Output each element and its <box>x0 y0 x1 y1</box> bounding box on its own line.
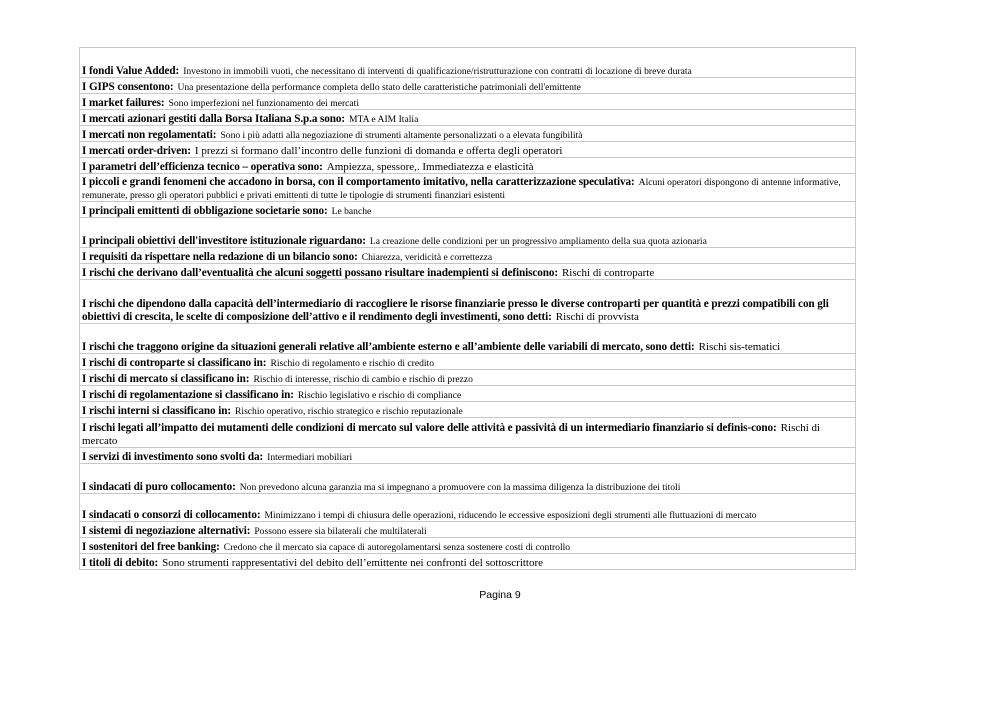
table-row <box>80 386 856 402</box>
table-row <box>80 158 856 174</box>
glossary-definition: Credono che il mercato sia capace di autoregolamentarsi senza sostenere costi di controllo <box>223 542 571 553</box>
glossary-term: I rischi legati all’impatto dei mutamenti delle condizioni di mercato sul valore delle attività e passività di un intermediario finanziario si definis-cono: <box>82 422 777 434</box>
glossary-definition: La creazione delle condizioni per un progressivo ampliamento della sua quota azionaria <box>369 236 707 247</box>
glossary-definition: Investono in immobili vuoti, che necessitano di interventi di qualificazione/ristrutturazione con contratti di locazione di breve durata <box>183 66 692 77</box>
glossary-term: I requisiti da rispettare nella redazione di un bilancio sono: <box>82 251 358 263</box>
table-row <box>80 142 856 158</box>
glossary-term: I rischi di regolamentazione si classificano in: <box>82 389 294 401</box>
table-cell <box>80 354 856 370</box>
glossary-definition: Rischi di provvista <box>555 311 639 323</box>
table-cell <box>80 538 856 554</box>
table-row <box>80 464 856 494</box>
table-cell <box>80 142 856 158</box>
glossary-definition: Una presentazione della performance completa dello stato delle caratteristiche patrimoniali dell'emittente <box>177 82 581 93</box>
glossary-term: I GIPS consentono: <box>82 81 174 93</box>
table-cell <box>80 280 856 324</box>
table-cell <box>80 522 856 538</box>
glossary-term: I rischi che derivano dall’eventualità che alcuni soggetti possano risultare inadempienti si definiscono: <box>82 267 558 279</box>
glossary-term: I servizi di investimento sono svolti da: <box>82 451 264 463</box>
glossary-definition: Rischio di regolamento e rischio di credito <box>270 358 435 369</box>
table-cell <box>80 158 856 174</box>
glossary-term: I fondi Value Added: <box>82 65 180 77</box>
glossary-term: I market failures: <box>82 97 165 109</box>
glossary-definition: Rischio di interesse, rischio di cambio e rischio di prezzo <box>253 374 473 385</box>
glossary-term: I sistemi di negoziazione alternativi: <box>82 525 251 537</box>
table-row <box>80 448 856 464</box>
table-cell <box>80 126 856 142</box>
table-row <box>80 554 856 570</box>
glossary-term: I principali emittenti di obbligazione societarie sono: <box>82 205 328 217</box>
table-cell <box>80 554 856 570</box>
glossary-term: I sindacati o consorzi di collocamento: <box>82 509 261 521</box>
table-cell <box>80 402 856 418</box>
glossary-term: I sostenitori del free banking: <box>82 541 220 553</box>
glossary-term: I rischi di mercato si classificano in: <box>82 373 250 385</box>
table-cell <box>80 174 856 202</box>
glossary-term: I mercati order-driven: <box>82 145 191 157</box>
glossary-definition: MTA e AIM Italia <box>349 114 419 125</box>
glossary-definition: Intermediari mobiliari <box>267 452 353 463</box>
table-cell <box>80 264 856 280</box>
glossary-definition: Sono imperfezioni nel funzionamento dei mercati <box>168 98 359 109</box>
table-cell <box>80 418 856 448</box>
glossary-definition: Rischi di mercato <box>82 422 821 447</box>
glossary-term: I rischi di controparte si classificano in: <box>82 357 267 369</box>
glossary-term: I sindacati di puro collocamento: <box>82 481 236 493</box>
glossary-definition: Alcuni operatori dispongono di antenne informative, remunerate, presso gli operatori pubblici e privati emittenti di tutte le tipologie di strumenti finanziari esistenti <box>82 177 841 201</box>
table-row <box>80 94 856 110</box>
table-cell <box>80 324 856 354</box>
table-row <box>80 78 856 94</box>
glossary-term: I mercati non regolamentati: <box>82 129 217 141</box>
table-row <box>80 264 856 280</box>
table-cell <box>80 448 856 464</box>
glossary-term: I mercati azionari gestiti dalla Borsa Italiana S.p.a sono: <box>82 113 346 125</box>
page-number: Pagina 9 <box>479 589 521 601</box>
table-cell <box>80 48 856 78</box>
glossary-definition: Rischio operativo, rischio strategico e rischio reputazionale <box>235 406 463 417</box>
table-row <box>80 110 856 126</box>
table-cell <box>80 248 856 264</box>
table-row <box>80 354 856 370</box>
glossary-term: I rischi interni si classificano in: <box>82 405 231 417</box>
table-row <box>80 494 856 522</box>
table-row <box>80 202 856 218</box>
glossary-term: I rischi che dipendono dalla capacità dell’intermediario di raccogliere le risorse finanziarie presso le diverse controparti per quantità e prezzi compatibili con gli obiettivi di crescita, le scelte di composizione dell’attivo e il rendimento degli investimenti, sono detti: <box>82 298 829 323</box>
glossary-term: I rischi che traggono origine da situazioni generali relative all’ambiente esterno e all’ambiente delle variabili di mercato, sono detti: <box>82 341 695 353</box>
table-row <box>80 174 856 202</box>
glossary-definition: Ampiezza, spessore,. Immediatezza e elasticità <box>326 161 534 173</box>
table-row <box>80 402 856 418</box>
table-row <box>80 48 856 78</box>
glossary-definition: Non prevedono alcuna garanzia ma si impegnano a promuovere con la massima diligenza la distribuzione dei titoli <box>239 482 681 493</box>
glossary-term: I parametri dell’efficienza tecnico – operativa sono: <box>82 161 323 173</box>
glossary-definition: Sono strumenti rappresentativi del debito dell’emittente nei confronti del sottoscrittore <box>162 557 544 569</box>
table-cell <box>80 94 856 110</box>
table-row <box>80 370 856 386</box>
table-row <box>80 522 856 538</box>
table-row <box>80 248 856 264</box>
glossary-table <box>79 47 856 570</box>
glossary-term: I piccoli e grandi fenomeni che accadono in borsa, con il comportamento imitativo, nella caratterizzazione speculativa: <box>82 176 635 188</box>
table-row <box>80 418 856 448</box>
glossary-definition: Sono i più adatti alla negoziazione di strumenti altamente personalizzati o a elevata fungibilità <box>220 130 583 141</box>
glossary-definition: Chiarezza, veridicità e correttezza <box>361 252 493 263</box>
glossary-definition: Rischi sis-tematici <box>698 341 781 353</box>
glossary-definition: Minimizzano i tempi di chiusura delle operazioni, riducendo le eccessive esposizioni degli strumenti alle fluttuazioni di mercato <box>264 510 757 521</box>
table-cell <box>80 202 856 218</box>
table-row <box>80 218 856 248</box>
glossary-definition: Possono essere sia bilaterali che multilaterali <box>254 526 427 537</box>
glossary-term: I principali obiettivi dell'investitore istituzionale riguardano: <box>82 235 366 247</box>
table-cell <box>80 386 856 402</box>
table-cell <box>80 110 856 126</box>
table-cell <box>80 494 856 522</box>
table-row <box>80 280 856 324</box>
table-row <box>80 126 856 142</box>
table-row <box>80 324 856 354</box>
table-row <box>80 538 856 554</box>
glossary-definition: I prezzi si formano dall’incontro delle funzioni di domanda e offerta degli operatori <box>194 145 563 157</box>
glossary-definition: Le banche <box>331 206 372 217</box>
glossary-term: I titoli di debito: <box>82 557 159 569</box>
table-cell <box>80 78 856 94</box>
table-cell <box>80 370 856 386</box>
table-cell <box>80 218 856 248</box>
table-cell <box>80 464 856 494</box>
glossary-definition: Rischio legislativo e rischio di compliance <box>297 390 462 401</box>
glossary-definition: Rischi di controparte <box>561 267 655 279</box>
